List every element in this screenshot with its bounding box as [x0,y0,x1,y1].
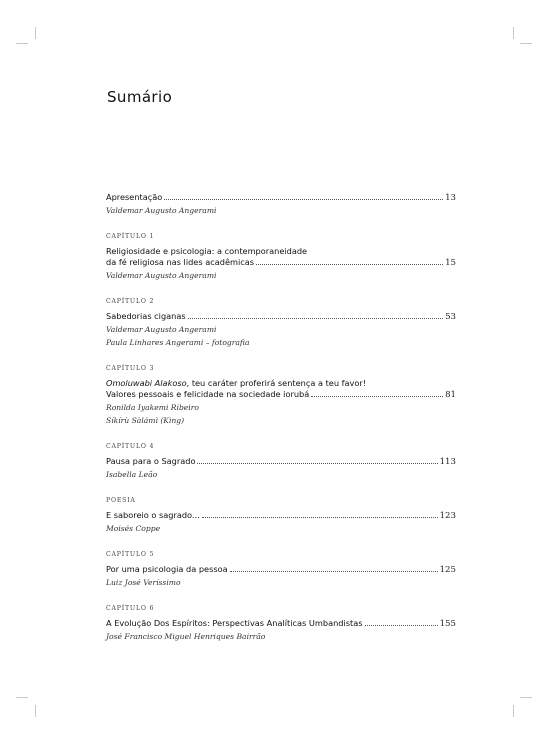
chapter-label: CAPÍTULO 1 [106,233,155,240]
toc-entry-chapter-6[interactable] [106,605,456,643]
crop-mark-top-right-vertical [513,27,514,39]
crop-mark-top-left-horizontal [16,43,28,44]
toc-entry-title: Por uma psicologia da pessoa [106,564,228,574]
toc-author: Moisés Coppe [106,524,161,533]
toc-entry-title-line [106,192,456,204]
toc-entry-title-line [106,564,456,576]
toc-entry-title: da fé religiosa nas lides acadêmicas [106,257,255,267]
toc-entry-poetry[interactable] [106,497,456,535]
toc-author: Ronilda Iyakemi Ribeiro [106,403,199,412]
toc-author: José Francisco Miguel Henriques Bairrão [106,632,266,641]
toc-entry-chapter-1[interactable] [106,233,456,282]
dot-leader [230,571,438,572]
toc-page-number: 113 [439,457,456,467]
toc-entry-title: Sabedorias ciganas [106,311,186,321]
chapter-label: CAPÍTULO 5 [106,551,155,558]
crop-mark-bottom-left-vertical [35,705,36,717]
toc-author: Isabella Leão [106,470,158,479]
toc-author: Valdemar Augusto Angerami [106,325,217,334]
toc-page-number: 125 [439,565,456,575]
dot-leader [202,517,438,518]
toc-entry-chapter-3[interactable] [106,365,456,427]
toc-entry-title-line-1: Religiosidade e psicologia: a contemporaneidade [106,246,308,256]
toc-entry-title: E saboreio o sagrado... [106,510,200,520]
toc-author: Valdemar Augusto Angerami [106,271,217,280]
crop-mark-bottom-right-vertical [513,705,514,717]
toc-entry-title: Valores pessoais e felicidade na sociedade iorubá [106,389,310,399]
toc-author: Valdemar Augusto Angerami [106,206,217,215]
crop-mark-top-right-horizontal [520,43,532,44]
dot-leader [188,318,443,319]
toc-entry-title: A Evolução Dos Espíritos: Perspectivas Analíticas Umbandistas [106,618,363,628]
crop-mark-top-left-vertical [35,27,36,39]
chapter-label: CAPÍTULO 4 [106,443,155,450]
crop-mark-bottom-right-horizontal [520,697,532,698]
toc-entry-title: Pausa para o Sagrado [106,456,196,466]
table-of-contents [106,192,456,659]
dot-leader [365,625,438,626]
chapter-label: CAPÍTULO 6 [106,605,155,612]
toc-entry-title-line [106,311,456,323]
toc-entry-title-line [106,456,456,468]
toc-author: Paula Linhares Angerami – fotografia [106,338,250,347]
dot-leader [311,396,443,397]
page-title: Sumário [107,88,173,106]
toc-entry-title-line [106,618,456,630]
toc-page-number: 15 [445,258,456,268]
chapter-label: CAPÍTULO 3 [106,365,155,372]
toc-entry-chapter-4[interactable] [106,443,456,481]
toc-entry-chapter-2[interactable] [106,298,456,349]
toc-entry-presentation[interactable] [106,192,456,217]
dot-leader [197,463,437,464]
toc-page-number: 13 [445,193,456,203]
toc-author: Luiz José Veríssimo [106,578,181,587]
toc-page-number: 155 [439,619,456,629]
toc-entry-title-rest: , teu caráter proferirá sentença a teu favor! [186,378,367,388]
toc-page-number: 123 [439,511,456,521]
toc-page-number: 53 [445,312,456,322]
toc-page-number: 81 [445,390,456,400]
toc-entry-title: Apresentação [106,192,163,202]
crop-mark-bottom-left-horizontal [16,697,28,698]
toc-entry-title-line-1 [106,378,456,389]
toc-entry-title-line [106,389,456,401]
toc-entry-title-italic: Omoluwabi Alakoso [106,378,187,388]
chapter-label: CAPÍTULO 2 [106,298,155,305]
toc-entry-title-line [106,510,456,522]
dot-leader [164,199,443,200]
toc-author: Síkírù Sàlámì (King) [106,416,185,425]
dot-leader [256,264,443,265]
toc-entry-chapter-5[interactable] [106,551,456,589]
chapter-label: POESIA [106,497,136,504]
toc-entry-title-line [106,257,456,269]
